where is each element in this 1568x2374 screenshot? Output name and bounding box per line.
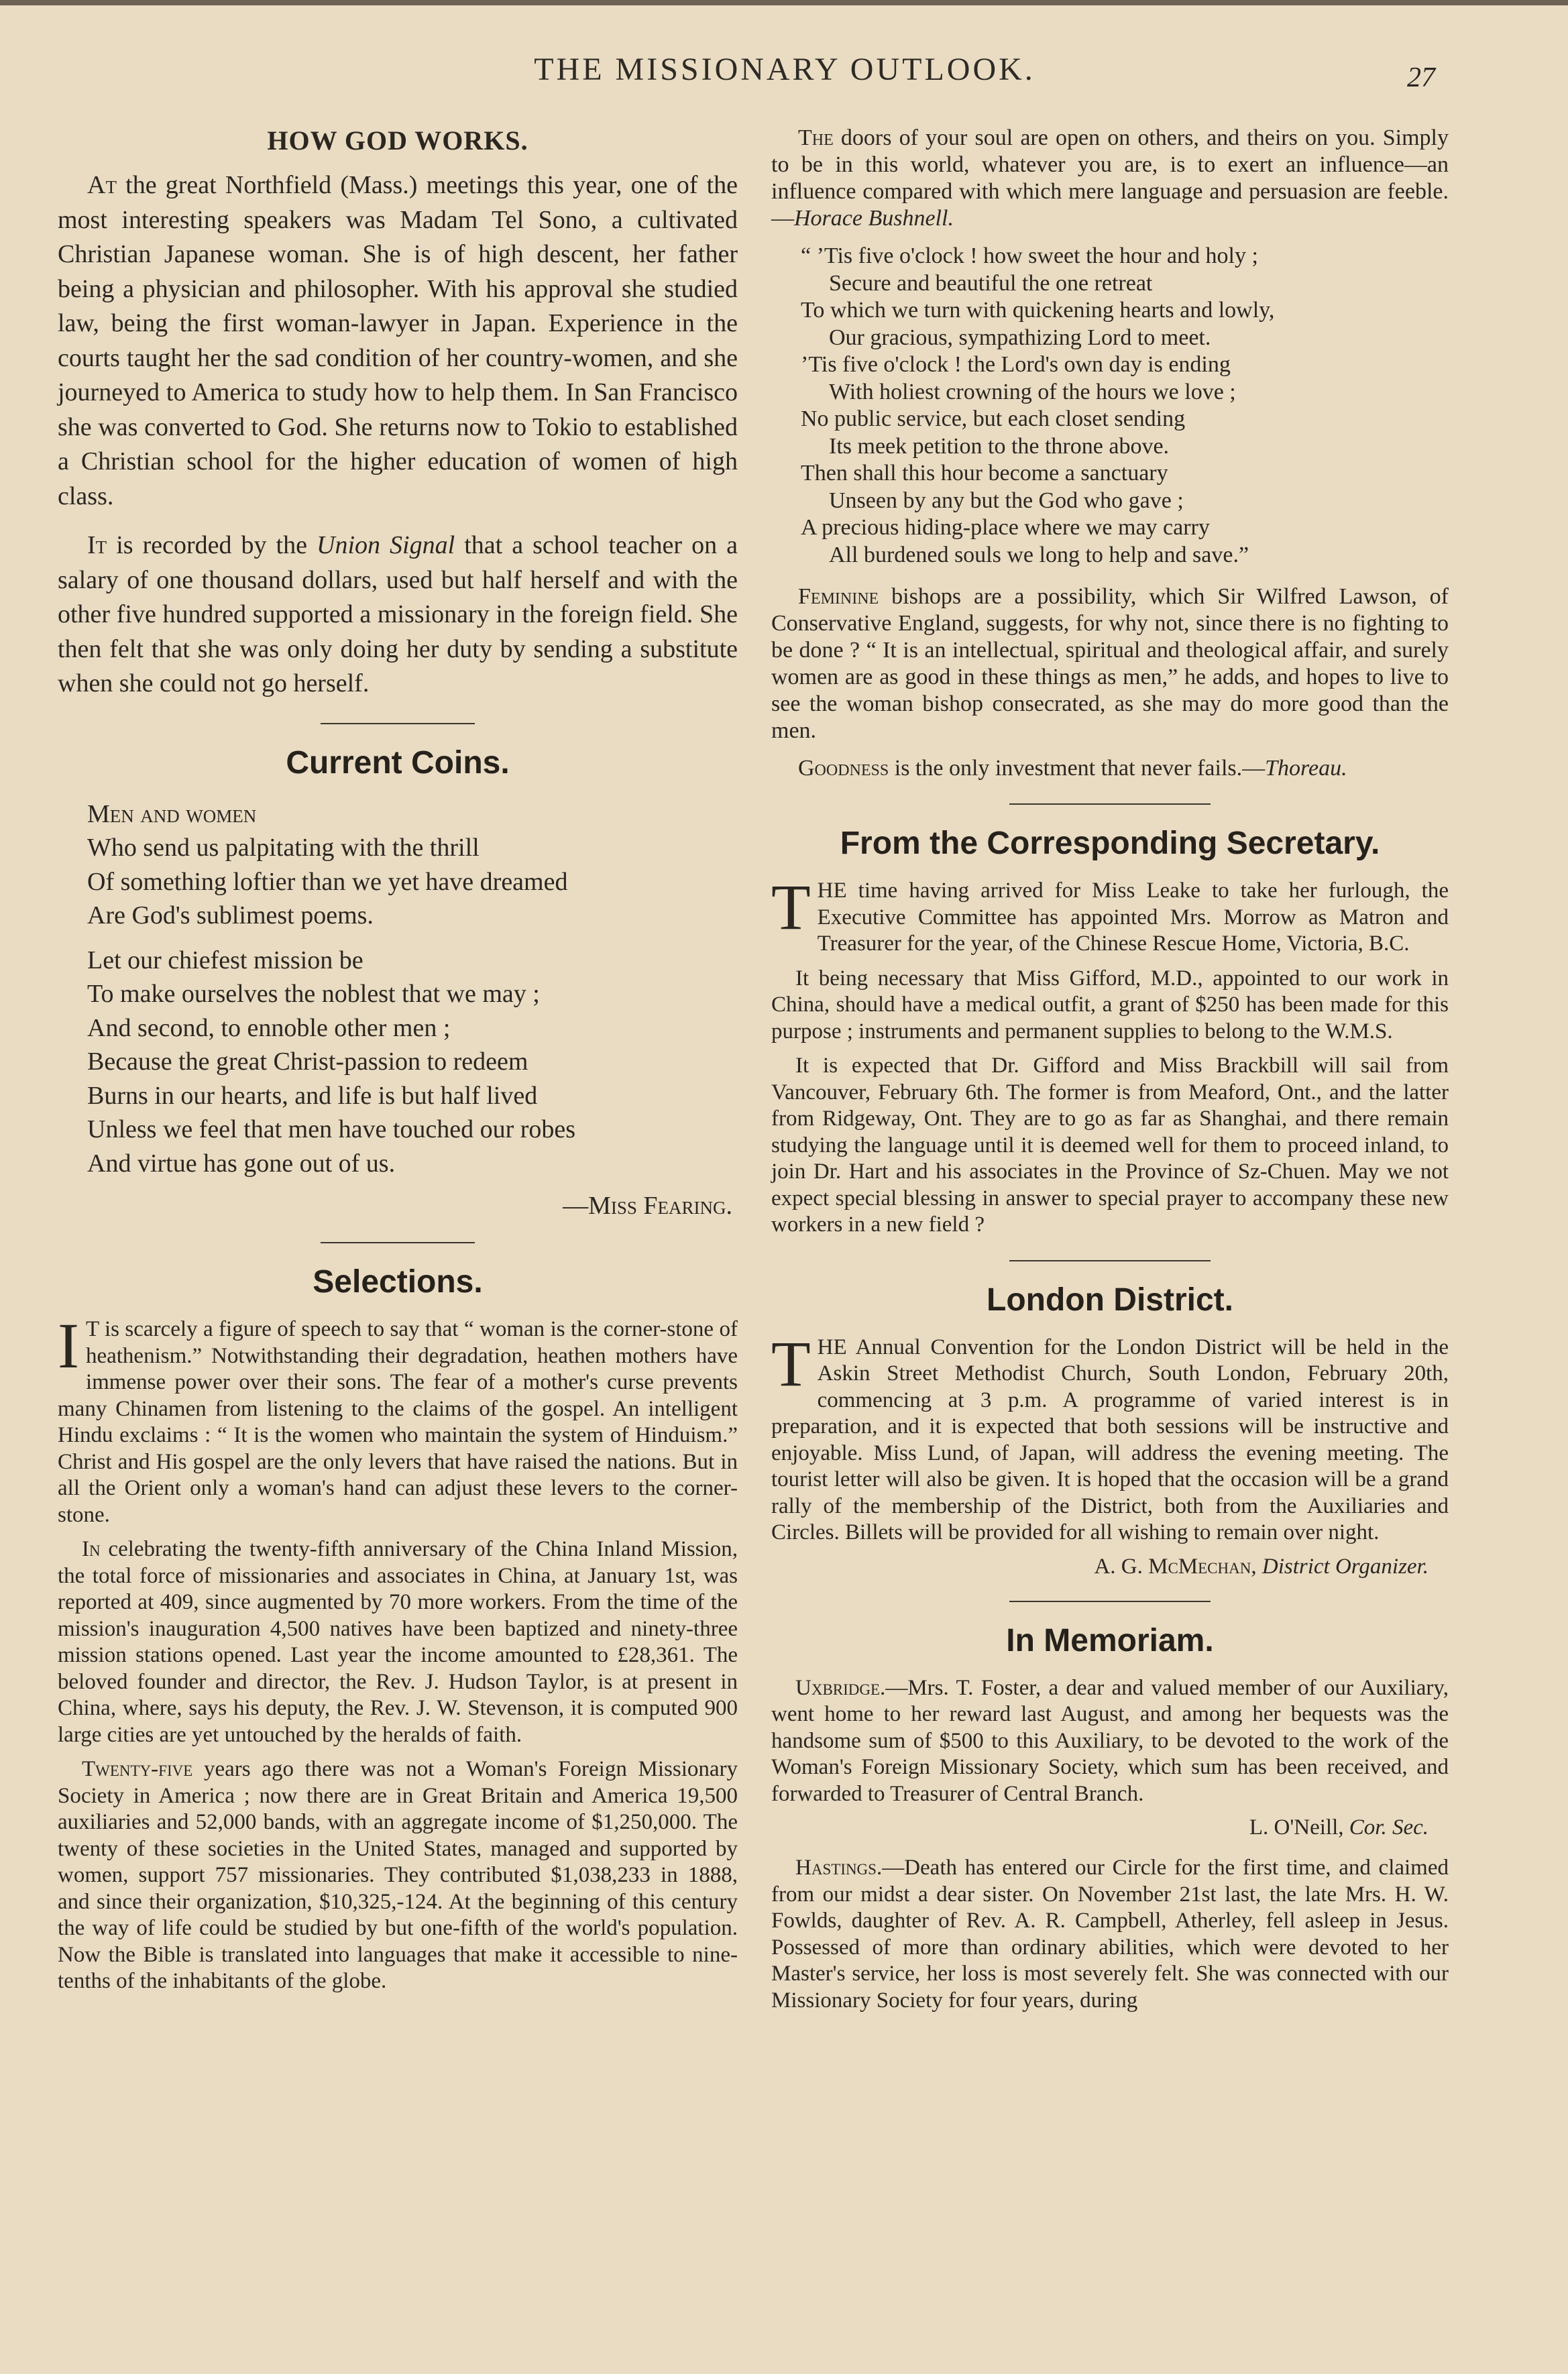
section-heading-selections: Selections.: [313, 1264, 483, 1300]
poem-line: Who send us palpitating with the thrill: [87, 834, 480, 862]
left-column: [58, 125, 738, 2003]
poem-line: Its meek petition to the throne above.: [829, 433, 1170, 459]
poem-line: Let our chiefest mission be: [87, 946, 363, 974]
page-top-edge: [0, 0, 1568, 5]
poem-line: No public service, but each closet sending: [801, 406, 1186, 431]
paragraph-foreign-missionary-societies: Twenty-five years ago there was not a Woman's Foreign Missionary Society in America ; now there are in Great Britain and America 19,500 auxiliaries and 52,000 bands, with an aggregate income of $1,250,000. The twenty of these societies in the United States, managed and supported by women, support 757 missionaries. They contributed $1,038,233 in 1888, and since their organization, $10,325,-124. At the beginning of this century the way of life could be studied by but one-fifth of the world's population. Now the Bible is translated into languages that make it accessible to nine-tenths of the inhabitants of the globe.: [58, 1757, 738, 1993]
drop-cap: I: [58, 1310, 79, 1381]
poem-line: To make ourselves the noblest that we may ;: [87, 980, 540, 1008]
paragraph-feminine-bishops: Feminine bishops are a possibility, which Sir Wilfred Lawson, of Conservative England, suggests, for why not, since there is no fighting to be done ? “ It is an intellectual, spiritual and theological affair, and surely women are as good in these things as men,” he adds, and hopes to live to see the woman bishop consecrated, as she may do more good than the men.: [771, 584, 1449, 743]
divider-rule: [1009, 803, 1211, 805]
poem-line: Are God's sublimest poems.: [87, 901, 374, 929]
poem-stanza-1: [58, 797, 738, 933]
paragraph-cornerstone: I T is scarcely a figure of speech to say that “ woman is the corner-stone of heathenism.” Notwithstanding their degradation, heathen mothers have immense power over their sons. The fear of a mother's curse prevents many Chinamen from listening to the claims of the gospel. An intelligent Hindu exclaims : “ It is the women who maintain the system of Hinduism.” Christ and His gospel are the only levers that have raised the nations. But in all the Orient only a woman's hand can adjust these levers to the corner-stone.: [58, 1310, 738, 1527]
paragraph-sailing: It is expected that Dr. Gifford and Miss Brackbill will sail from Vancouver, February 6th. The former is from Meaford, Ont., and the latter from Ridgeway, Ont. They are to go as far as Shanghai, and there remain studying the language until it is deemed well for them to proceed inland, to join Dr. Hart and his associates in the Province of Sz-Chuen. May we not expect special blessing in answer to special prayer to accompany these new workers in a new field ?: [771, 1054, 1449, 1237]
divider-rule: [321, 1242, 475, 1243]
poem-line: A precious hiding-place where we may carry: [801, 515, 1210, 540]
divider-rule: [1009, 1260, 1211, 1261]
poem-line: With holiest crowning of the hours we love ;: [829, 379, 1236, 404]
poem-line: Our gracious, sympathizing Lord to meet.: [829, 325, 1211, 350]
section-heading-corresponding-secretary: From the Corresponding Secretary.: [840, 826, 1380, 861]
article-title-how-god-works: HOW GOD WORKS.: [267, 125, 528, 156]
drop-cap: T: [771, 1327, 811, 1400]
poem-line: And virtue has gone out of us.: [87, 1149, 396, 1178]
paragraph-miss-leake: THE time having arrived for Miss Leake to take her furlough, the Executive Committee has appointed Mrs. Morrow as Matron and Treasurer for the year, of the Chinese Rescue Home, Victoria, B.C.: [771, 871, 1449, 956]
paragraph-miss-gifford: It being necessary that Miss Gifford, M.D., appointed to our work in China, should have a medical outfit, a grant of $250 has been made for this purpose ; instruments and permanent supplies to belong to the W.M.S.: [771, 966, 1449, 1043]
poem-stanza-2: [58, 944, 738, 1181]
quote-author: Horace Bushnell.: [794, 206, 954, 231]
poem-line: Secure and beautiful the one retreat: [829, 270, 1153, 296]
right-column: [771, 125, 1449, 2022]
poem-line: Then shall this hour become a sanctuary: [801, 461, 1168, 486]
poem-line: To which we turn with quickening hearts and lowly,: [801, 298, 1275, 323]
paragraph-annual-convention: THE Annual Convention for the London District will be held in the Askin Street Methodist Church, South London, February 20th, commencing at 3 p.m. A programme of varied interest is in preparation, and it is expected that both sessions will be instructive and enjoyable. Miss Lund, of Japan, will address the evening meeting. The tourist letter will also be given. It is hoped that the occasion will be a grand rally of the membership of the District, both from the Auxiliaries and Circles. Billets will be provided for all wishing to remain over night.: [771, 1327, 1449, 1544]
paragraph-goodness-quote: Goodness is the only investment that never fails.—Thoreau.: [798, 756, 1347, 781]
poem-line: Because the great Christ-passion to redeem: [87, 1048, 528, 1076]
page-number: 27: [1407, 62, 1435, 93]
paragraph-madam-tel-sono: At the great Northfield (Mass.) meetings this year, one of the most interesting speakers was Madam Tel Sono, a cultivated Christian Japanese woman. She is of high descent, her father being a physician and philosopher. With his approval she studied law, being the first woman-lawyer in Japan. Experience in the courts taught her the sad condition of her country-women, and she journeyed to America to study how to help them. In San Francisco she was converted to God. She returns now to Tokio to established a Christian school for the higher education of women of high class.: [58, 171, 738, 510]
poem-line: And second, to ennoble other men ;: [87, 1013, 451, 1042]
section-heading-in-memoriam: In Memoriam.: [1006, 1622, 1214, 1658]
poem-line: Unseen by any but the God who gave ;: [829, 488, 1184, 513]
signature-cor-sec: L. O'Neill, Cor. Sec.: [1249, 1815, 1429, 1840]
poem-line: Of something loftier than we yet have dreamed: [87, 867, 568, 896]
publication-name: Union Signal: [317, 531, 455, 559]
poem-attribution: —Miss Fearing.: [563, 1192, 732, 1220]
signature-district-organizer: A. G. McMechan, District Organizer.: [1094, 1554, 1429, 1579]
drop-cap: T: [771, 871, 811, 943]
poem-line: ’Tis five o'clock ! the Lord's own day is ending: [801, 352, 1231, 377]
poem-line: Men and women: [87, 799, 257, 828]
poem-line: All burdened souls we long to help and save.”: [829, 542, 1249, 567]
poem-five-oclock: [771, 243, 1449, 569]
poem-line: Unless we feel that men have touched our robes: [87, 1115, 576, 1143]
divider-rule: [1009, 1601, 1211, 1602]
poem-line: “ ’Tis five o'clock ! how sweet the hour and holy ;: [801, 243, 1258, 268]
divider-rule: [321, 723, 475, 724]
section-heading-london-district: London District.: [987, 1282, 1233, 1318]
paragraph-china-inland-mission: In celebrating the twenty-fifth anniversary of the China Inland Mission, the total force of missionaries and associates in China, at January 1st, was reported at 409, since augmented by 70 more workers. From the time of the mission's inauguration 4,500 natives have been baptized and ninety-three mission stations opened. Last year the income amounted to £28,361. The beloved founder and director, the Rev. J. Hudson Taylor, is at present in China, where, says his deputy, the Rev. J. W. Stevenson, it is computed 900 large cities are yet untouched by the heralds of faith.: [58, 1537, 738, 1747]
poem-line: Burns in our hearts, and life is but half lived: [87, 1081, 538, 1110]
paragraph-bushnell-quote: The doors of your soul are open on others, and theirs on you. Simply to be in this world, whatever you are, is to exert an influence—an influence compared with which mere language and persuasion are feeble.—Horace Bushnell.: [771, 125, 1449, 231]
paragraph-union-signal: It is recorded by the Union Signal that a school teacher on a salary of one thousand dollars, used but half herself and with the other five hundred supported a missionary in the foreign field. She then felt that she was only doing her duty by sending a substitute when she could not go herself.: [58, 531, 738, 697]
quote-author: Thoreau.: [1265, 756, 1347, 781]
section-heading-current-coins: Current Coins.: [286, 744, 510, 781]
paragraph-hastings: Hastings.—Death has entered our Circle for the first time, and claimed from our midst a dear sister. On November 21st last, the late Mrs. H. W. Fowlds, daughter of Rev. A. R. Campbell, Atherley, fell asleep in Jesus. Possessed of more than ordinary abilities, which were devoted to her Master's service, her loss is most severely felt. She was connected with our Missionary Society for four years, during: [771, 1856, 1449, 2013]
paragraph-uxbridge: Uxbridge.—Mrs. T. Foster, a dear and valued member of our Auxiliary, went home to her reward last August, and among her bequests was the handsome sum of $500 to this Auxiliary, to be devoted to the work of the Woman's Foreign Missionary Society, which sum has been received, and forwarded to Treasurer of Central Branch.: [771, 1675, 1449, 1806]
running-header: THE MISSIONARY OUTLOOK.: [534, 52, 1035, 87]
